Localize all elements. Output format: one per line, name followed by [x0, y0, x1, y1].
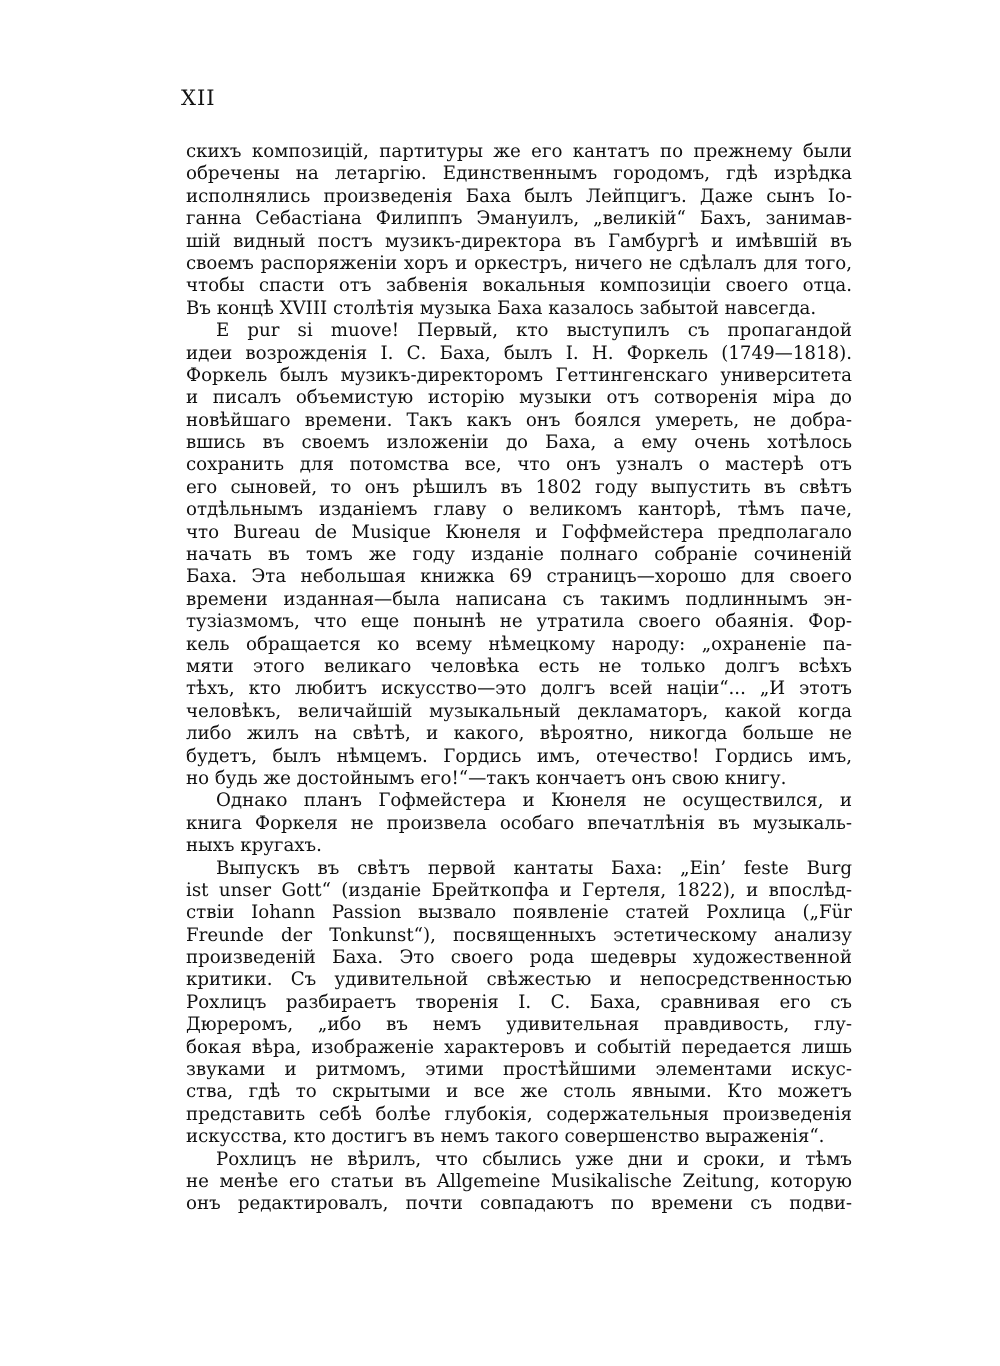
text-line: онъ редактировалъ, почти совпадаютъ по времени съ подви-: [186, 1193, 852, 1215]
text-line: бокая вѣра, изображеніе характеровъ и событій передается лишь: [186, 1036, 852, 1058]
text-line: Форкель былъ музикъ-директоромъ Геттингенскаго университета: [186, 364, 852, 386]
text-line: либо жилъ на свѣтѣ, и какого, вѣроятно, никогда больше не: [186, 723, 852, 745]
text-line: кель обращается ко всему нѣмецкому народу: „охраненіе па-: [186, 633, 852, 655]
text-line: ства, гдѣ то скрытыми и все же столь явными. Кто можетъ: [186, 1081, 852, 1103]
text-line: отдѣльнымъ изданіемъ главу о великомъ канторѣ, тѣмъ паче,: [186, 499, 852, 521]
text-line: критики. Съ удивительной свѣжестью и непосредственностью: [186, 969, 852, 991]
paragraph: [186, 858, 852, 1149]
text-line: книга Форкеля не произвела особаго впечатлѣнія въ музыкаль-: [186, 812, 852, 834]
text-line: E pur si muove! Первый, кто выступилъ съ пропагандой: [216, 320, 852, 342]
text-line: не менѣе его статьи въ Allgemeine Musikalische Zeitung, которую: [186, 1170, 852, 1192]
text-line: человѣкъ, величайшій музыкальный декламаторъ, какой когда: [186, 700, 852, 722]
paragraph: [186, 790, 852, 857]
page-number: XII: [181, 86, 216, 110]
text-line: его сыновей, то онъ рѣшилъ въ 1802 году выпустить въ свѣтъ: [186, 476, 852, 498]
text-line: представить себѣ болѣе глубокія, содержательныя произведенія: [186, 1103, 852, 1125]
text-line: тѣхъ, кто любитъ искусство—это долгъ всей націи“... „И этотъ: [186, 678, 852, 700]
text-line: Въ концѣ XVIII столѣтія музыка Баха казалось забытой навсегда.: [186, 297, 817, 319]
text-line: обречены на летаргію. Единственнымъ городомъ, гдѣ изрѣдка: [186, 163, 852, 185]
text-line: вшись въ своемъ изложеніи до Баха, а ему очень хотѣлось: [186, 432, 852, 454]
text-line: ствіи Iohann Passion вызвало появленіе статей Рохлица („Für: [186, 902, 852, 924]
paragraph: [186, 141, 852, 320]
text-line: тузіазмомъ, что еще понынѣ не утратила своего обаянія. Фор-: [186, 611, 852, 633]
text-line: начать въ томъ же году изданіе полнаго собраніе сочиненій: [186, 544, 852, 566]
text-line: ганна Себастіана Филиппъ Эмануилъ, „великій“ Бахъ, занимав-: [186, 208, 852, 230]
text-line: сохранить для потомства все, что онъ узналъ о мастерѣ отъ: [186, 454, 852, 476]
text-line: искусства, кто достигъ въ немъ такого совершенство выраженія“.: [186, 1126, 825, 1148]
text-line: звуками и ритмомъ, этими простѣйшими элементами искус-: [186, 1059, 852, 1081]
text-line: времени изданная—была написана съ такимъ подлиннымъ эн-: [186, 588, 852, 610]
text-line: новѣйшаго времени. Такъ какъ онъ боялся умереть, не добра-: [186, 409, 852, 431]
text-line: будетъ, былъ нѣмцемъ. Гордись имъ, отечество! Гордись имъ,: [186, 745, 852, 767]
text-line: исполнялись произведенія Баха былъ Лейпцигъ. Даже сынъ Іо-: [186, 185, 852, 207]
text-line: Freunde der Tonkunst“), посвященныхъ эстетическому анализу: [186, 924, 852, 946]
text-line: шій видный постъ музикъ-директора въ Гамбургѣ и имѣвшій въ: [186, 230, 852, 252]
text-line: Рохлицъ разбираетъ творенія І. С. Баха, сравнивая его съ: [186, 991, 852, 1013]
text-line: Однако планъ Гофмейстера и Кюнеля не осуществился, и: [216, 790, 852, 812]
paragraph: [186, 1149, 852, 1216]
text-line: и писалъ объемистую исторію музыки отъ сотворенія міра до: [186, 387, 852, 409]
text-line: ныхъ кругахъ.: [186, 835, 322, 857]
text-line: ist unser Gott“ (изданіе Брейткопфа и Гертеля, 1822), и впослѣд-: [186, 879, 852, 901]
body-text: [186, 141, 852, 1216]
text-line: Выпускъ въ свѣтъ первой кантаты Баха: „Ein’ feste Burg: [216, 857, 852, 879]
text-line: чтобы спасти отъ забвенія вокальныя композиціи своего отца.: [186, 275, 852, 297]
text-line: своемъ распоряженіи хоръ и оркестръ, ничего не сдѣлалъ для того,: [186, 252, 852, 274]
text-line: Баха. Эта небольшая книжка 69 страницъ—хорошо для своего: [186, 566, 852, 588]
text-line: произведеній Баха. Это своего рода шедевры художественной: [186, 947, 852, 969]
paragraph: [186, 320, 852, 790]
text-line: что Bureau de Musique Кюнеля и Гоффмейстера предполагало: [186, 521, 852, 543]
text-line: Дюреромъ, „ибо въ немъ удивительная правдивость, глу-: [186, 1014, 852, 1036]
text-line: скихъ композицій, партитуры же его кантатъ по прежнему были: [186, 141, 852, 162]
text-line: идеи возрожденія І. С. Баха, былъ І. Н. Форкель (1749—1818).: [186, 342, 852, 364]
text-line: но будь же достойнымъ его!“—такъ кончаетъ онъ свою книгу.: [186, 767, 787, 789]
text-line: Рохлицъ не вѣрилъ, что сбылись уже дни и сроки, и тѣмъ: [216, 1148, 852, 1170]
text-line: мяти этого великаго человѣка есть не только долгъ всѣхъ: [186, 655, 852, 677]
